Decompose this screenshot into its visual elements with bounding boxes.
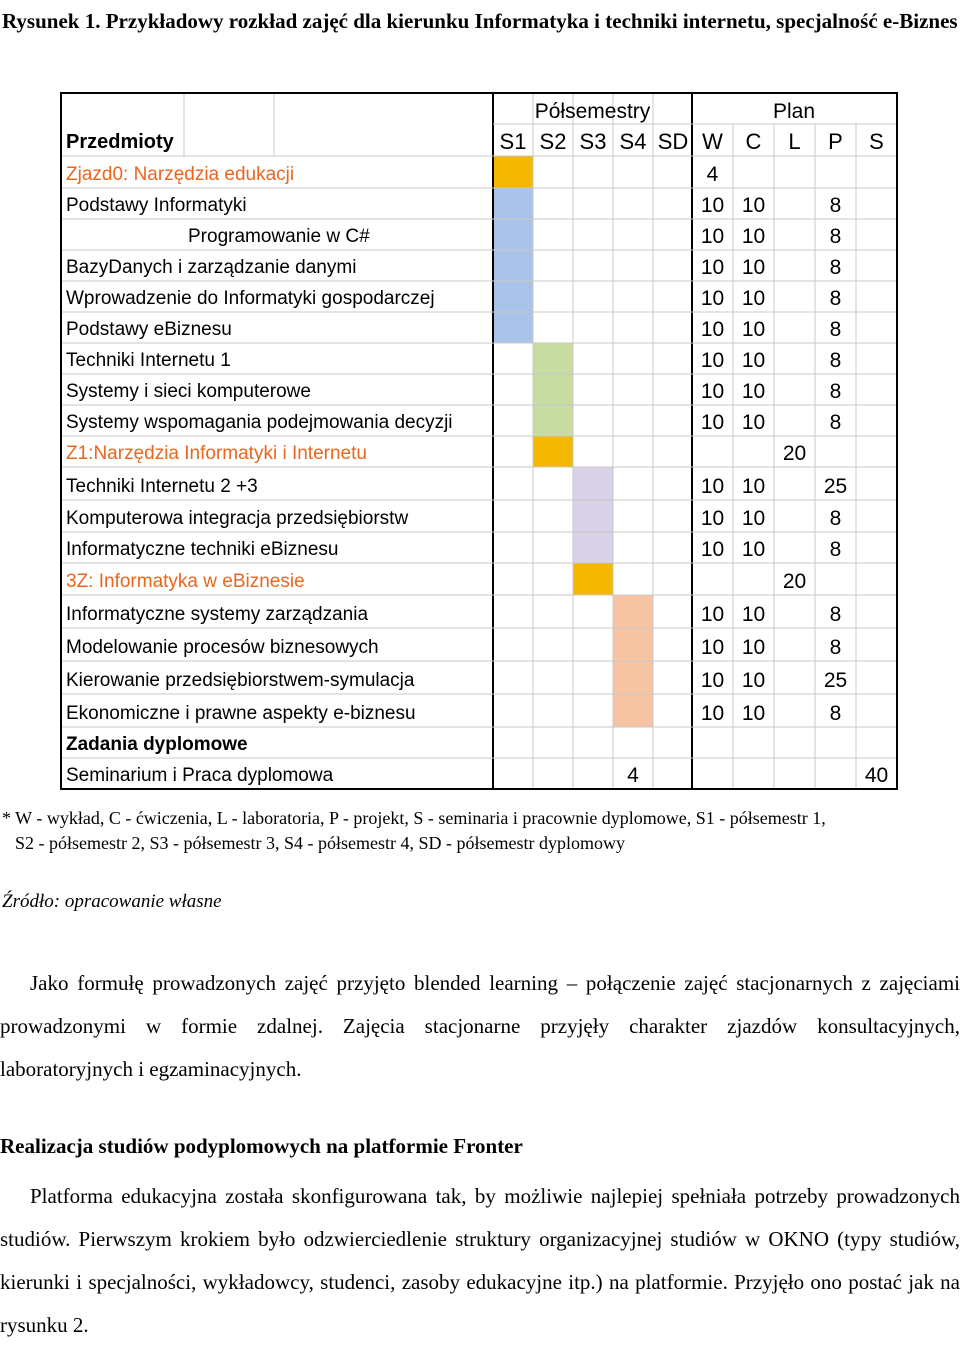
plan-value-c-17: 10 [741, 702, 766, 725]
plan-value-p-10: 25 [823, 475, 848, 498]
col-header-w: W [702, 129, 723, 154]
plan-value-c-1: 10 [741, 194, 766, 217]
figure-caption-text: Przykładowy rozkład zajęć dla kierunku Informatyka i techniki internetu, specjalność e-Biznes [105, 9, 958, 33]
semester-cell-11 [573, 500, 613, 532]
subject-name-7: Systemy i sieci komputerowe [66, 381, 311, 402]
semester-cell-10 [573, 467, 613, 500]
semester-cell-1 [493, 188, 533, 219]
semester-cell-9 [533, 436, 573, 467]
subject-name-0: Zjazd0: Narzędzia edukacji [66, 164, 295, 185]
semester-cell-14 [613, 595, 653, 628]
subject-name-9: Z1:Narzędzia Informatyki i Internetu [66, 443, 367, 464]
subject-name-10: Techniki Internetu 2 +3 [66, 476, 258, 497]
figure-caption-label: Rysunek 1. [2, 9, 101, 33]
col-header-sd: SD [657, 129, 689, 154]
plan-value-p-14: 8 [829, 603, 842, 626]
legend-note [2, 806, 952, 856]
plan-value-w-12: 10 [700, 538, 725, 561]
paragraph-platform [0, 1175, 960, 1347]
schedule-grid [62, 94, 896, 788]
subject-name-16: Kierowanie przedsiębiorstwem-symulacja [66, 670, 415, 691]
plan-value-w-2: 10 [700, 225, 725, 248]
semester-cell-2 [493, 219, 533, 250]
subject-name-14: Informatyczne systemy zarządzania [66, 604, 369, 625]
paragraph-2-text: Platforma edukacyjna została skonfigurowana tak, by możliwie najlepiej spełniała potrzeby prowadzonych studiów. Pierwszym krokiem było odzwierciedlenie struktury organizacyjnej studiów w OKNO (typy studiów, kierunki i specjalności, wykładowcy, studenci, zasoby edukacyjne itp.) na platformie. Przyjęło ono postać jak na rysunku 2. [0, 1184, 960, 1337]
col-header-s: S [869, 129, 884, 154]
plan-value-w-3: 10 [700, 256, 725, 279]
plan-value-w-16: 10 [700, 669, 725, 692]
subject-name-13: 3Z: Informatyka w eBiznesie [66, 571, 305, 592]
col-header-c: C [745, 129, 762, 154]
plan-value-w-10: 10 [700, 475, 725, 498]
plan-value-p-12: 8 [829, 538, 842, 561]
plan-value-c-5: 10 [741, 318, 766, 341]
plan-value-w-1: 10 [700, 194, 725, 217]
sd-value-19: 4 [627, 764, 639, 787]
col-header-s2: S2 [539, 129, 567, 154]
plan-value-c-7: 10 [741, 380, 766, 403]
plan-value-p-3: 8 [829, 256, 842, 279]
semester-cell-6 [533, 343, 573, 374]
section-heading: Realizacja studiów podyplomowych na platformie Fronter [0, 1134, 523, 1158]
subject-name-18: Zadania dyplomowe [66, 734, 248, 755]
plan-value-c-4: 10 [741, 287, 766, 310]
plan-value-w-7: 10 [700, 380, 725, 403]
plan-value-p-15: 8 [829, 636, 842, 659]
subject-name-17: Ekonomiczne i prawne aspekty e-biznesu [66, 703, 416, 724]
legend-line-2: S2 - półsemestr 2, S3 - półsemestr 3, S4 - półsemestr 4, SD - półsemestr dyplomowy [15, 833, 625, 853]
col-header-p: P [828, 129, 843, 154]
plan-value-p-4: 8 [829, 287, 842, 310]
col-header-s4: S4 [619, 129, 647, 154]
plan-value-p-2: 8 [829, 225, 842, 248]
plan-value-c-2: 10 [741, 225, 766, 248]
subject-name-12: Informatyczne techniki eBiznesu [66, 539, 339, 560]
subject-name-2: Programowanie w C# [188, 226, 370, 247]
col-header-s1: S1 [499, 129, 527, 154]
plan-value-p-7: 8 [829, 380, 842, 403]
plan-value-l-9: 20 [782, 442, 807, 465]
plan-value-w-17: 10 [700, 702, 725, 725]
plan-value-p-6: 8 [829, 349, 842, 372]
semester-cell-12 [573, 532, 613, 563]
plan-value-c-14: 10 [741, 603, 766, 626]
plan-value-p-5: 8 [829, 318, 842, 341]
plan-value-c-8: 10 [741, 411, 766, 434]
subject-name-5: Podstawy eBiznesu [66, 319, 232, 340]
col-header-s3: S3 [579, 129, 607, 154]
plan-value-l-13: 20 [782, 570, 807, 593]
plan-value-c-6: 10 [741, 349, 766, 372]
paragraph-1-text: Jako formułę prowadzonych zajęć przyjęto blended learning – połączenie zajęć stacjonarnych z zajęciami prowadzonymi w formie zdalnej. Zajęcia stacjonarne przyjęły charakter zjazdów konsultacyjnych, laboratoryjnych i egzaminacyjnych. [0, 971, 960, 1081]
plan-value-c-10: 10 [741, 475, 766, 498]
plan-value-c-16: 10 [741, 669, 766, 692]
semester-cell-13 [573, 563, 613, 595]
plan-value-p-1: 8 [829, 194, 842, 217]
paragraph-blended-learning [0, 962, 960, 1091]
plan-value-w-5: 10 [700, 318, 725, 341]
header-plan: Plan [772, 100, 816, 123]
subject-name-1: Podstawy Informatyki [66, 195, 247, 216]
header-semesters: Półsemestry [534, 100, 651, 123]
plan-value-c-11: 10 [741, 507, 766, 530]
figure-caption [2, 0, 958, 42]
semester-cell-8 [533, 405, 573, 436]
plan-value-w-4: 10 [700, 287, 725, 310]
source-note: Źródło: opracowanie własne [2, 891, 222, 912]
plan-value-p-17: 8 [829, 702, 842, 725]
subject-name-11: Komputerowa integracja przedsiębiorstw [66, 508, 409, 529]
subject-name-19: Seminarium i Praca dyplomowa [66, 765, 334, 786]
plan-value-p-16: 25 [823, 669, 848, 692]
plan-value-c-15: 10 [741, 636, 766, 659]
plan-value-c-12: 10 [741, 538, 766, 561]
plan-value-p-11: 8 [829, 507, 842, 530]
semester-cell-5 [493, 312, 533, 343]
semester-cell-3 [493, 250, 533, 281]
plan-value-c-3: 10 [741, 256, 766, 279]
subject-name-3: BazyDanych i zarządzanie danymi [66, 257, 357, 278]
semester-cell-15 [613, 628, 653, 661]
semester-cell-4 [493, 281, 533, 312]
plan-value-w-14: 10 [700, 603, 725, 626]
plan-value-s-19: 40 [864, 764, 889, 787]
semester-cell-0 [493, 156, 533, 188]
subject-name-8: Systemy wspomagania podejmowania decyzji [66, 412, 453, 433]
plan-value-w-0: 4 [706, 163, 719, 186]
plan-value-w-11: 10 [700, 507, 725, 530]
col-header-l: L [788, 129, 801, 154]
plan-value-p-8: 8 [829, 411, 842, 434]
header-subjects: Przedmioty [66, 131, 174, 153]
plan-value-w-15: 10 [700, 636, 725, 659]
subject-name-4: Wprowadzenie do Informatyki gospodarczej [66, 288, 435, 309]
plan-value-w-6: 10 [700, 349, 725, 372]
semester-cell-17 [613, 694, 653, 727]
subject-name-6: Techniki Internetu 1 [66, 350, 231, 371]
legend-line-1: * W - wykład, C - ćwiczenia, L - laboratoria, P - projekt, S - seminaria i pracownie dyplomowe, S1 - półsemestr 1, [2, 808, 826, 828]
semester-cell-16 [613, 661, 653, 694]
schedule-table [60, 92, 898, 790]
subject-name-15: Modelowanie procesów biznesowych [66, 637, 379, 658]
plan-value-w-8: 10 [700, 411, 725, 434]
semester-cell-7 [533, 374, 573, 405]
